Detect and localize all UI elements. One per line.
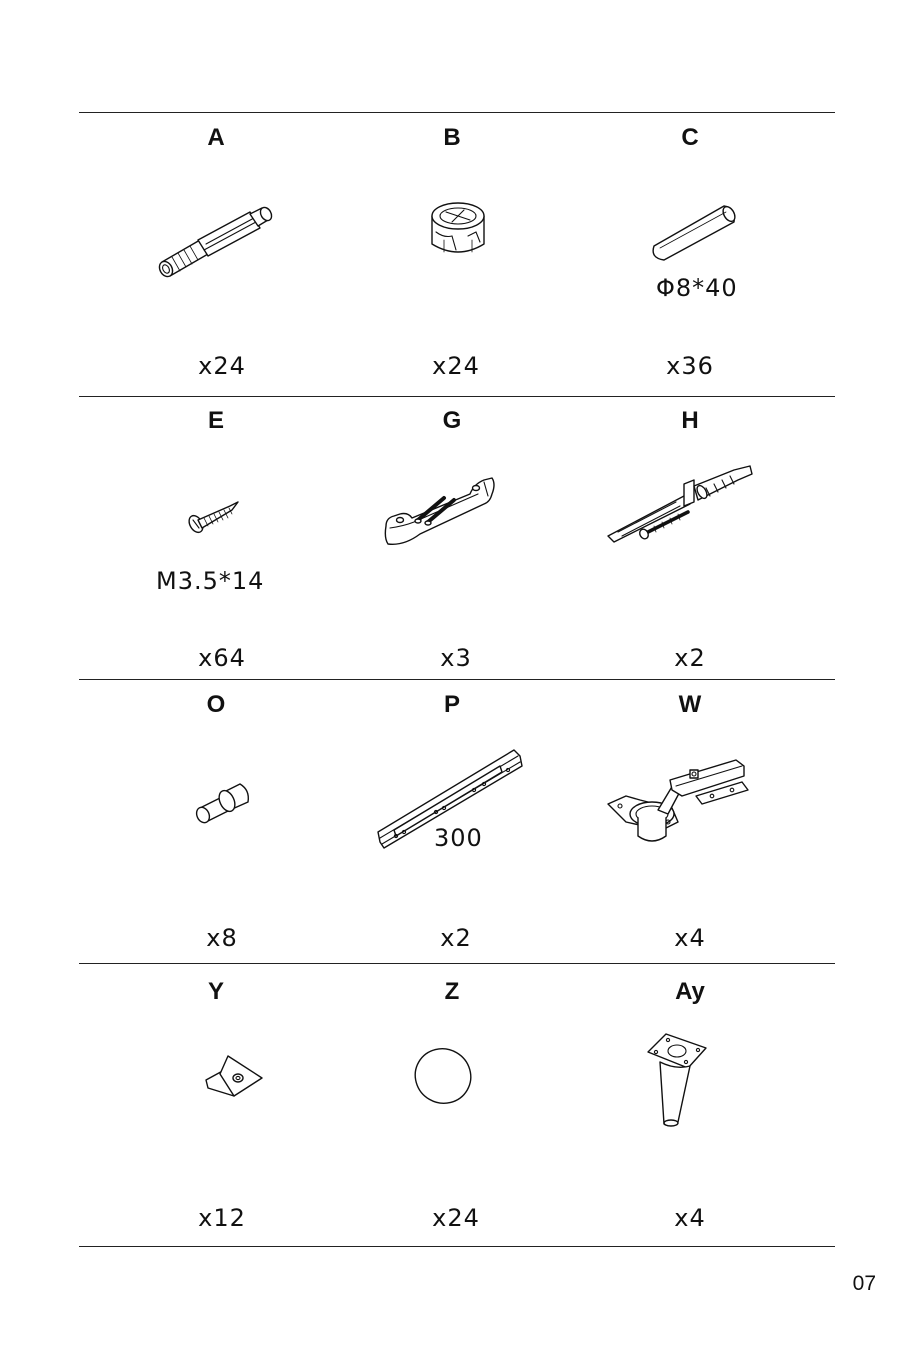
part-letter-p: P [443,691,460,718]
corner-bracket-icon [200,1052,270,1102]
part-letter-ay: Ay [675,978,705,1005]
shelf-pin-icon [190,780,254,828]
handle-icon [380,470,500,550]
part-qty-o: x8 [206,924,238,952]
part-qty-p: x2 [440,924,472,952]
hinge-icon [604,756,754,848]
part-qty-z: x24 [432,1204,480,1232]
part-qty-a: x24 [198,352,246,380]
part-letter-z: Z [444,978,460,1005]
divider [79,679,835,680]
part-qty-g: x3 [440,644,472,672]
cam-bolt-icon [150,200,280,290]
anti-tip-bracket-icon [604,460,756,544]
part-letter-h: H [681,407,699,434]
cam-lock-icon [424,196,494,262]
divider [79,396,835,397]
part-spec-c: Φ8*40 [656,274,738,302]
part-letter-a: A [207,124,225,151]
cover-cap-icon [410,1046,476,1108]
part-spec-e: M3.5*14 [156,567,265,595]
part-letter-o: O [206,691,226,718]
part-qty-c: x36 [666,352,714,380]
part-letter-b: B [443,124,461,151]
part-qty-e: x64 [198,644,246,672]
screw-icon [184,496,244,538]
part-letter-w: W [678,691,702,718]
part-spec-p: 300 [434,824,483,852]
part-qty-b: x24 [432,352,480,380]
part-letter-e: E [207,407,224,434]
part-letter-y: Y [207,978,224,1005]
part-qty-ay: x4 [674,1204,706,1232]
divider [79,112,835,113]
divider [79,963,835,964]
furniture-leg-icon [640,1030,716,1130]
divider [79,1246,835,1247]
part-qty-y: x12 [198,1204,246,1232]
page-number: 07 [852,1272,876,1295]
part-qty-h: x2 [674,644,706,672]
part-letter-g: G [442,407,462,434]
part-letter-c: C [681,124,699,151]
part-qty-w: x4 [674,924,706,952]
dowel-icon [646,202,746,262]
